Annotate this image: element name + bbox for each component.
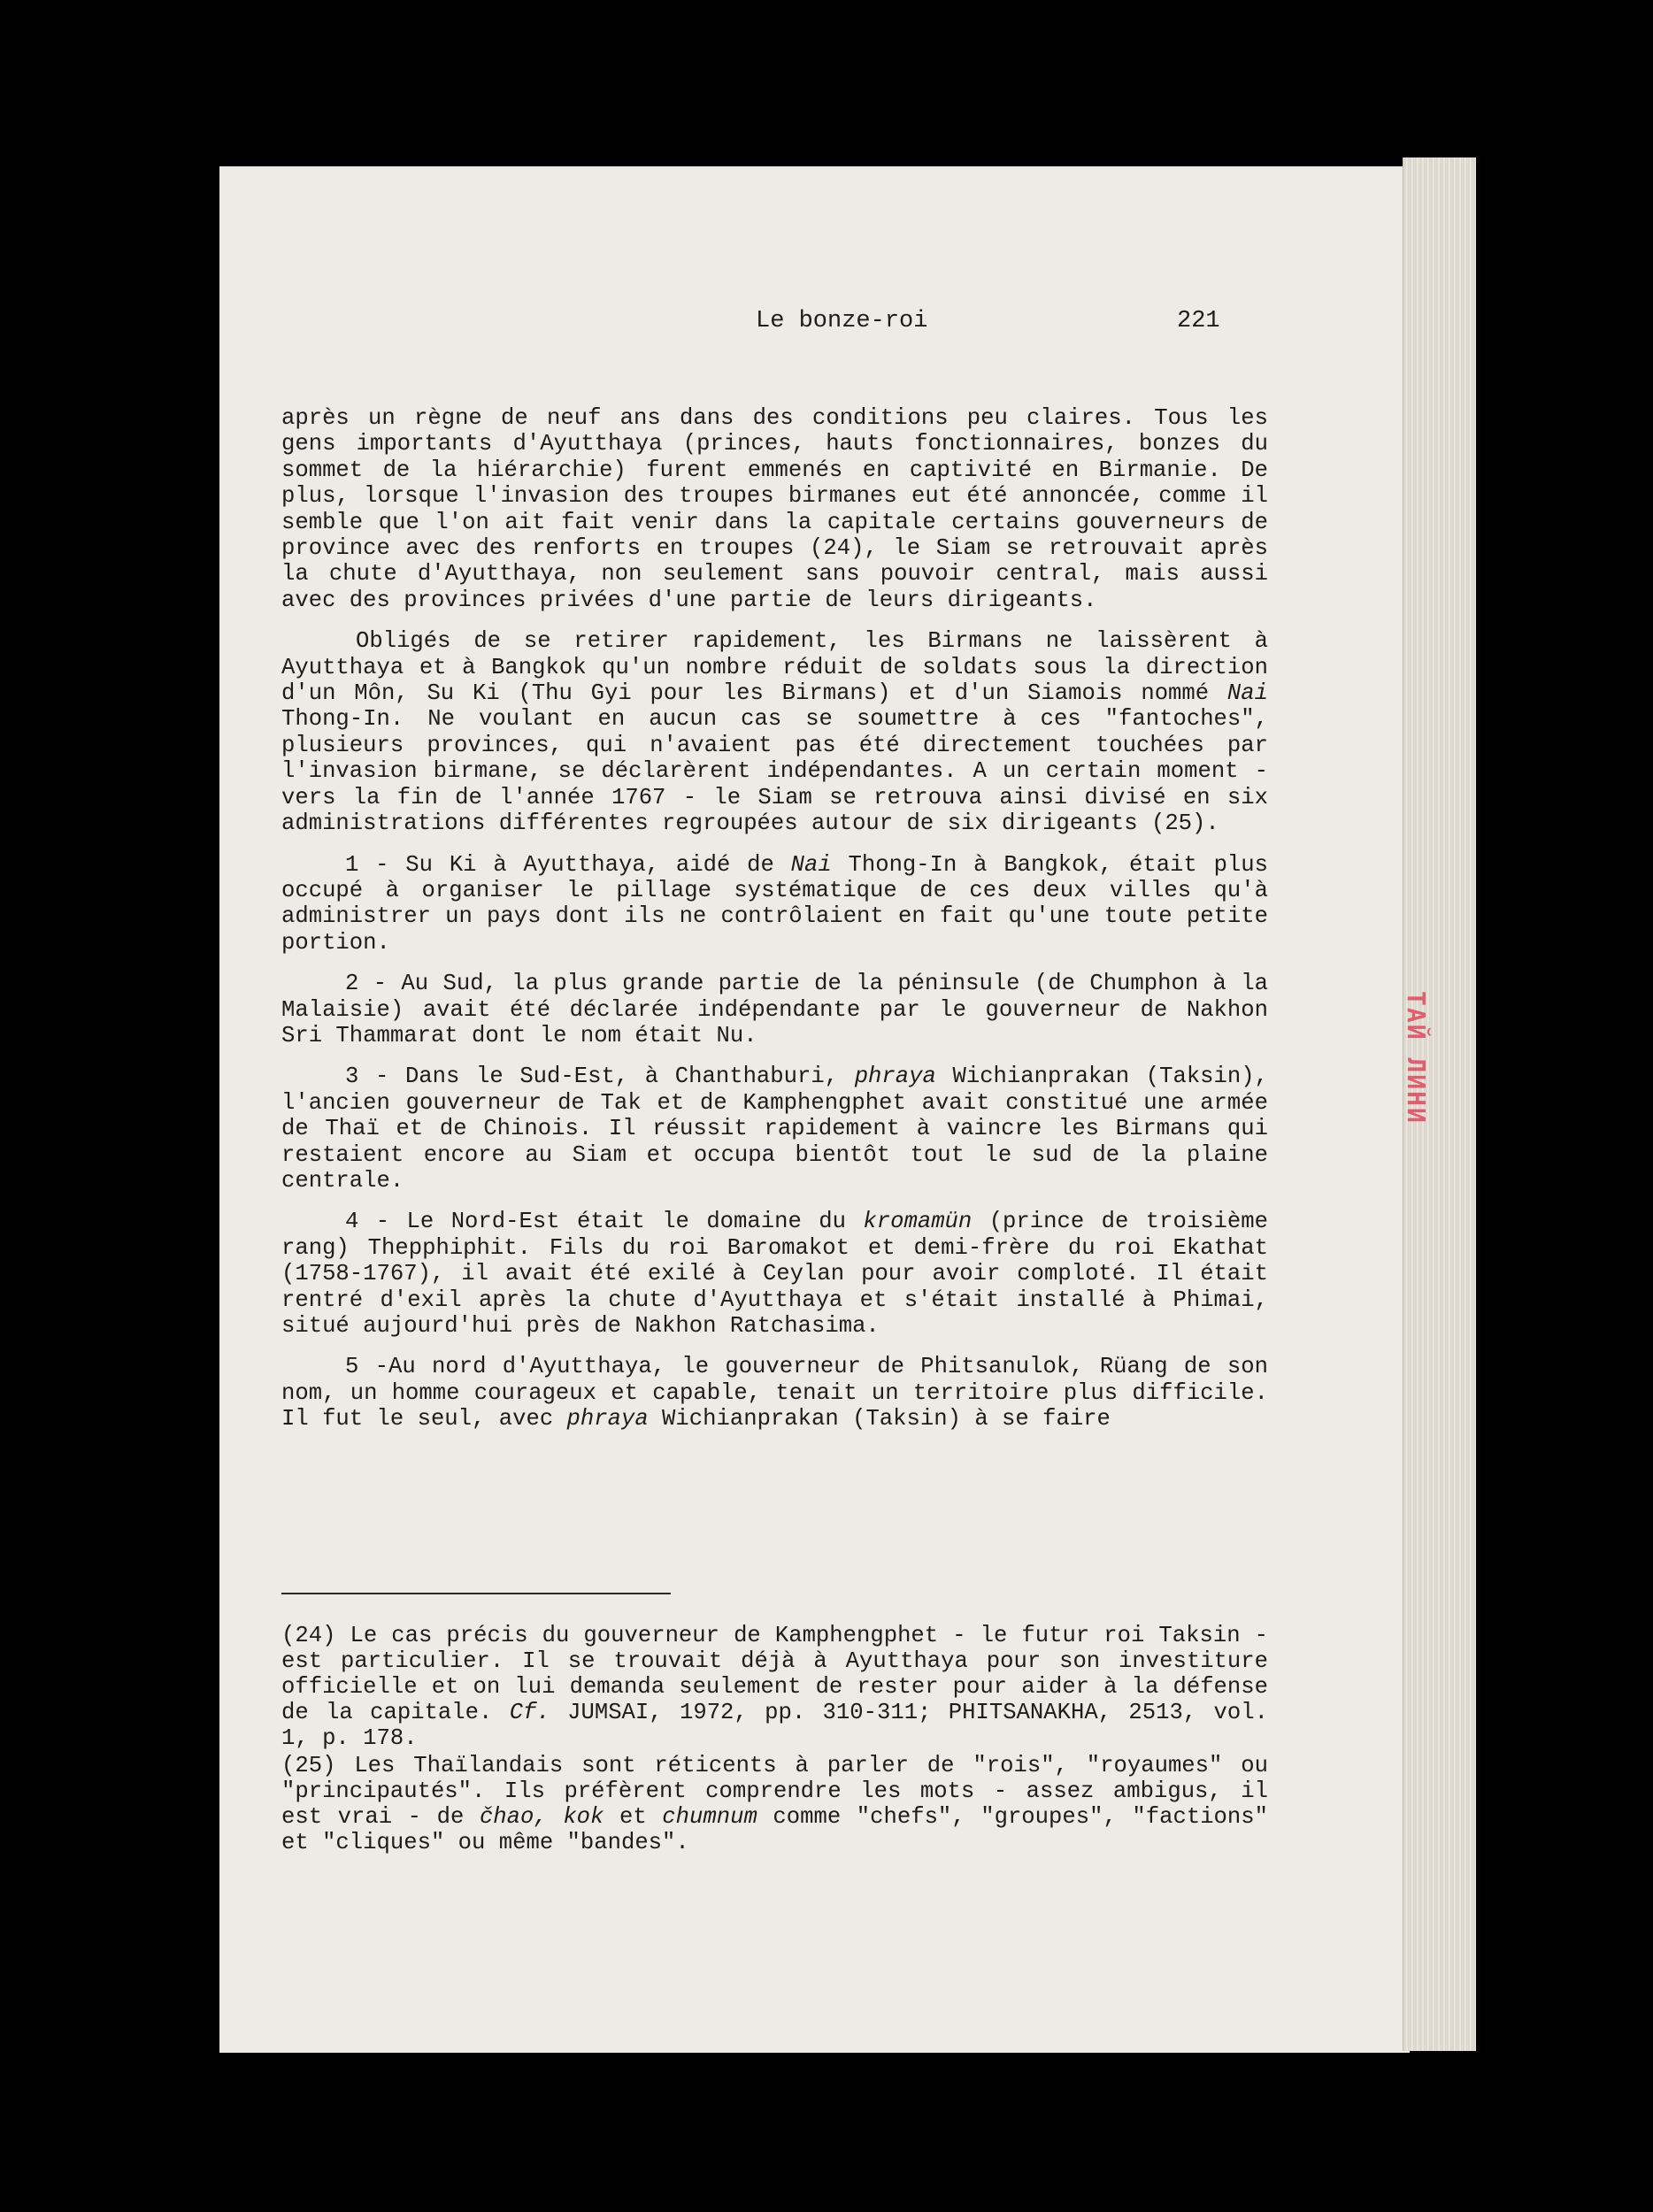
paragraph-item-5: 5 -Au nord d'Ayutthaya, le gouverneur de Phitsanulok, Rüang de son nom, un homme courageux et capable, tenait un territoire plus difficile. Il fut le seul, avec phraya Wichianprakan (Taksin) à se faire: [281, 1354, 1268, 1432]
italic-term: Nai: [1226, 680, 1268, 707]
paragraph-2: Obligés de se retirer rapidement, les Birmans ne laissèrent à Ayutthaya et à Bangkok qu'un nombre réduit de soldats sous la direction d'un Môn, Su Ki (Thu Gyi pour les Birmans) et d'un Siamois nommé Nai Thong-In. Ne voulant en aucun cas se soumettre à ces "fantoches", plusieurs provinces, qui n'avaient pas été directement touchées par l'invasion birmane, se déclarèrent indépendantes. A un certain moment - vers la fin de l'année 1767 - le Siam se retrouva ainsi divisé en six administrations différentes regroupées autour de six dirigeants (25).: [281, 628, 1268, 837]
italic-term: phraya: [854, 1064, 936, 1090]
paragraph-item-4: 4 - Le Nord-Est était le domaine du kromamün (prince de troisième rang) Thepphiphit. Fils du roi Baromakot et demi-frère du roi Ekathat (1758-1767), il avait été exilé à Ceylan pour avoir comploté. Il était rentré d'exil après la chute d'Ayutthaya et s'était installé à Phimai, situé aujourd'hui près de Nakhon Ratchasima.: [281, 1209, 1268, 1339]
footnote-24: (24) Le cas précis du gouverneur de Kamphengphet - le futur roi Taksin - est particulier. Il se trouvait déjà à Ayutthaya pour son investiture officielle et on lui demanda seulement de rester pour aider à la défense de la capitale. Cf. JUMSAI, 1972, pp. 310-311; PHITSANAKHA, 2513, vol. 1, p. 178.: [281, 1623, 1268, 1751]
italic-term: phraya: [566, 1406, 649, 1432]
paragraph-1: après un règne de neuf ans dans des conditions peu claires. Tous les gens importants d'Ayutthaya (princes, hauts fonctionnaires, bonzes du sommet de la hiérarchie) furent emmenés en captivité en Birmanie. De plus, lorsque l'invasion des troupes birmanes eut été annoncée, comme il semble que l'on ait fait venir dans la capitale certains gouverneurs de province avec des renforts en troupes (24), le Siam se retrouvait après la chute d'Ayutthaya, non seulement sans pouvoir central, mais aussi avec des provinces privées d'une partie de leurs dirigeants.: [281, 405, 1268, 613]
footnotes: [281, 1623, 1268, 1857]
paragraph-item-3: 3 - Dans le Sud-Est, à Chanthaburi, phraya Wichianprakan (Taksin), l'ancien gouverneur de Tak et de Kamphengphet avait constitué une armée de Thaï et de Chinois. Il réussit rapidement à vaincre les Birmans qui restaient encore au Siam et occupa bientôt tout le sud de la plaine centrale.: [281, 1064, 1268, 1194]
paragraph-item-2: 2 - Au Sud, la plus grande partie de la péninsule (de Chumphon à la Malaisie) avait été déclarée indépendante par le gouverneur de Nakhon Sri Thammarat dont le nom était Nu.: [281, 971, 1268, 1048]
library-stamp: ТАЙ ЛИНИ: [1402, 991, 1431, 1125]
running-title: Le bonze-roi: [756, 308, 928, 334]
main-text: [281, 405, 1268, 1448]
footnote-divider: [281, 1593, 671, 1594]
running-header: [756, 308, 1220, 334]
footnote-25: (25) Les Thaïlandais sont réticents à parler de "rois", "royaumes" ou "principautés". Ils préfèrent comprendre les mots - assez ambigus, il est vrai - de čhao, kok et chumnum comme "chefs", "groupes", "factions" et "cliques" ou même "bandes".: [281, 1753, 1268, 1855]
italic-term: kromamün: [863, 1209, 973, 1235]
page-number: 221: [1177, 308, 1220, 334]
paragraph-item-1: 1 - Su Ki à Ayutthaya, aidé de Nai Thong-In à Bangkok, était plus occupé à organiser le pillage systématique de ces deux villes qu'à administrer un pays dont ils ne contrôlaient en fait qu'une toute petite portion.: [281, 851, 1269, 956]
italic-term: Nai: [790, 851, 832, 878]
